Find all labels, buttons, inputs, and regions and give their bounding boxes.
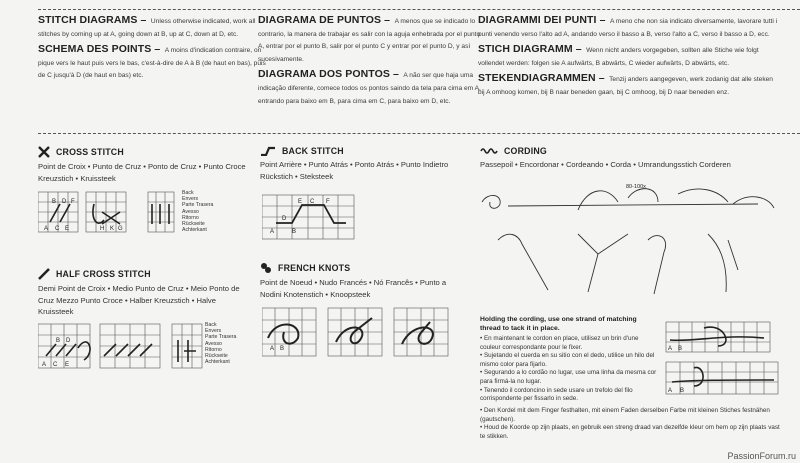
- intro-column-2: [258, 14, 486, 110]
- watermark: PassionForum.ru: [727, 451, 796, 461]
- callout-label: 80-100x: [626, 184, 646, 190]
- legend-line: Achterkant: [182, 227, 207, 234]
- intro-text: A moins d'indication contraire, on pique vers le haut puis vers le bas, c'est-à-dire de A à B (de haut en bas), puis de C jusqu'à D (de haut en bas) etc.: [38, 47, 266, 80]
- stitch-label: E: [65, 362, 70, 368]
- stitch-label: D: [282, 216, 287, 222]
- knot-icon: [260, 262, 272, 274]
- stitch-label: E: [298, 199, 303, 205]
- cording-grid-diagrams: [664, 320, 788, 400]
- stitch-label: A: [270, 229, 275, 235]
- cross-stitch-diagram: [38, 190, 268, 236]
- instructions-heading: Holding the cording, use one strand of matching thread to tack it in place.: [480, 316, 637, 332]
- stitch-label: F: [71, 199, 75, 205]
- cording-heading: [480, 146, 780, 156]
- stitch-label: H: [100, 226, 105, 232]
- french-knots-section: [260, 262, 460, 300]
- stitch-label: C: [310, 199, 315, 205]
- intro-de: [478, 43, 778, 68]
- back-stitch-diagram-wrap: [262, 193, 362, 243]
- intro-heading: STEKENDIAGRAMMEN –: [478, 72, 605, 85]
- stitch-label: C: [55, 226, 60, 232]
- cross-icon: [38, 146, 50, 158]
- intro-text: Tenzij anders aangegeven, werk zodanig dat alle steken bij A omhoog komen, bij B naar beneden gaan, bij C omhoog, bij D naar beneden enz.: [478, 76, 773, 96]
- cross-stitch-diagrams: [38, 190, 268, 236]
- stitch-label: B: [680, 388, 685, 394]
- back-stitch-heading: [260, 146, 460, 156]
- legend-line: Envers: [182, 196, 199, 203]
- cording-illustrations: [478, 180, 778, 302]
- legend-line: Ritorno: [205, 346, 222, 353]
- intro-heading: STITCH DIAGRAMS –: [38, 14, 147, 26]
- stitch-label: K: [110, 226, 115, 232]
- stitch-label: B: [52, 199, 57, 205]
- legend-line: Avesso: [205, 340, 222, 347]
- french-knots-diagrams: [262, 304, 452, 360]
- french-knots-heading: [260, 262, 460, 274]
- stitch-label: E: [65, 226, 70, 232]
- intro-heading: DIAGRAMA DOS PONTOS –: [258, 68, 399, 81]
- intro-column-3: [478, 14, 778, 102]
- half-cross-stitch-section: [38, 268, 253, 318]
- instruction-item: • Sujetando el cuerda en su sitio con el dedo, utilice un hilo del mismo color para fijarlo.: [480, 352, 658, 369]
- back-stitch-icon: [260, 146, 276, 156]
- legend-line: Ritorno: [182, 214, 199, 221]
- instruction-item: • Tenendo il cordoncino in sede usare un trefolo del filo corrispondente per fissarlo in sede.: [480, 387, 658, 404]
- instruction-item: • En maintenant le cordon en place, utilisez un brin d'une couleur correspondante pour le fixer.: [480, 335, 658, 352]
- intro-text: Unless otherwise indicated, work all stitches by coming up at A, going down at B, up at C, down at D, etc.: [38, 18, 256, 38]
- intro-text: A meno che non sia indicato diversamente, lavorare tutti i punti venendo verso l'alto ad A, andando verso il basso a B, verso l'alto a C, verso il basso a D, ecc.: [478, 18, 778, 38]
- cording-grid-diagram: [664, 320, 788, 400]
- instruction-item: • Segurando a lo cordão no lugar, use uma linha da mesma cor para firmá-la no lugar.: [480, 369, 658, 386]
- intro-en: [38, 14, 266, 39]
- section-title: BACK STITCH: [282, 146, 344, 156]
- instructions-list: [480, 335, 658, 404]
- stitch-label: B: [678, 346, 683, 352]
- half-cross-stitch-heading: [38, 268, 253, 280]
- intro-nl: [478, 72, 778, 97]
- back-stitch-section: [260, 146, 460, 182]
- legend-line: Back: [182, 190, 194, 196]
- intro-heading: DIAGRAMA DE PUNTOS –: [258, 14, 391, 26]
- section-names: Point Arrière • Punto Atrás • Ponto Atrás • Punto Indietro Rückstich • Steksteek: [260, 160, 449, 181]
- intro-heading: STICH DIAGRAMM –: [478, 43, 582, 56]
- top-dashed-rule: [38, 9, 800, 10]
- stitch-label: B: [292, 229, 297, 235]
- cording-instructions: [480, 316, 658, 404]
- section-names: Point de Noeud • Nudo Francés • Nó Francês • Punto a Nodini Knotenstich • Knoopsteek: [260, 278, 447, 299]
- intro-fr: [38, 43, 266, 81]
- cross-stitch-section: [38, 146, 248, 184]
- instruction-item: • Houd de Koorde op zijn plaats, en gebruik een streng draad van dezelfde kleur om hem op zijn plaats vast te stikken.: [480, 424, 780, 441]
- stitch-label: D: [62, 199, 67, 205]
- legend-line: Achterkant: [205, 359, 230, 366]
- half-cross-stitch-back-legend: [205, 322, 236, 365]
- stitch-label: A: [668, 346, 673, 352]
- diagonal-stroke-icon: [38, 268, 50, 280]
- back-stitch-diagram: [262, 193, 362, 243]
- legend-line: Rückseite: [205, 353, 228, 360]
- section-names: Point de Croix • Punto de Cruz • Ponto de Cruz • Punto Croce Kreuzstich • Kruissteek: [38, 162, 246, 183]
- cording-hands-diagram: [478, 180, 778, 302]
- cording-section: [480, 146, 780, 171]
- intro-es: [258, 14, 486, 64]
- legend-line: Parte Trasera: [182, 202, 214, 209]
- legend-line: Rückseite: [182, 221, 205, 228]
- stitch-label: F: [326, 199, 330, 205]
- stitch-label: A: [42, 362, 47, 368]
- middle-dashed-rule: [38, 133, 800, 134]
- section-title: CROSS STITCH: [56, 147, 124, 157]
- stitch-label: C: [53, 362, 58, 368]
- intro-text: Wenn nicht anders vorgegeben, sollten alle Stiche wie folgt vollendet werden: folgen sie A aufwärts, B abwärts, C wieder aufwärts, D abwärts, etc.: [478, 47, 759, 67]
- legend-line: Back: [205, 322, 217, 328]
- stitch-label: A: [44, 226, 49, 232]
- stitch-label: D: [66, 338, 71, 344]
- legend-line: Envers: [205, 328, 222, 335]
- legend-line: Avesso: [182, 208, 199, 215]
- instruction-item: • Den Kordel mit dem Finger festhalten, mit einem Faden derselben Farbe mit kleinen Stiches festnähen (gautschen).: [480, 407, 780, 424]
- intro-heading: SCHEMA DES POINTS –: [38, 43, 161, 56]
- intro-column-1: [38, 14, 266, 85]
- cord-icon: [480, 147, 498, 155]
- intro-heading: DIAGRAMMI DEI PUNTI –: [478, 14, 606, 26]
- intro-pt: [258, 68, 486, 106]
- section-title: HALF CROSS STITCH: [56, 269, 151, 279]
- intro-text: A menos que se indicado lo contrario, la manera de trabajar es salir con la aguja enhebrada por el punto A, entrar por el punto B, salir por el punto C y entrar por el punto D, y así sucesivamente.: [258, 18, 481, 63]
- section-title: CORDING: [504, 146, 547, 156]
- intro-it: [478, 14, 778, 39]
- legend-line: Parte Trasera: [205, 334, 237, 341]
- stitch-label: B: [280, 346, 285, 352]
- stitch-label: B: [56, 338, 61, 344]
- french-knots-diagram: [262, 304, 452, 360]
- stitch-label: G: [118, 226, 123, 232]
- section-title: FRENCH KNOTS: [278, 263, 351, 273]
- cording-instructions-continued: [480, 405, 780, 441]
- cross-stitch-heading: [38, 146, 248, 158]
- section-names: Passepoil • Encordonar • Cordeando • Corda • Umrandungsstich Corderen: [480, 160, 731, 169]
- stitch-label: A: [270, 346, 275, 352]
- stitch-label: A: [668, 388, 673, 394]
- section-names: Demi Point de Croix • Medio Punto de Cruz • Meio Ponto de Cruz Mezzo Punto Croce • Halber Kreuzstich • Halve Kruissteek: [38, 284, 240, 316]
- cross-stitch-back-legend: [182, 190, 213, 233]
- instructions-list: [480, 407, 780, 441]
- intro-text: A não ser que haja uma indicação diferente, comece todos os pontos saindo da tela para cima em A, entrando para baixo em B, para cima em C, para baixo em D, etc.: [258, 72, 481, 105]
